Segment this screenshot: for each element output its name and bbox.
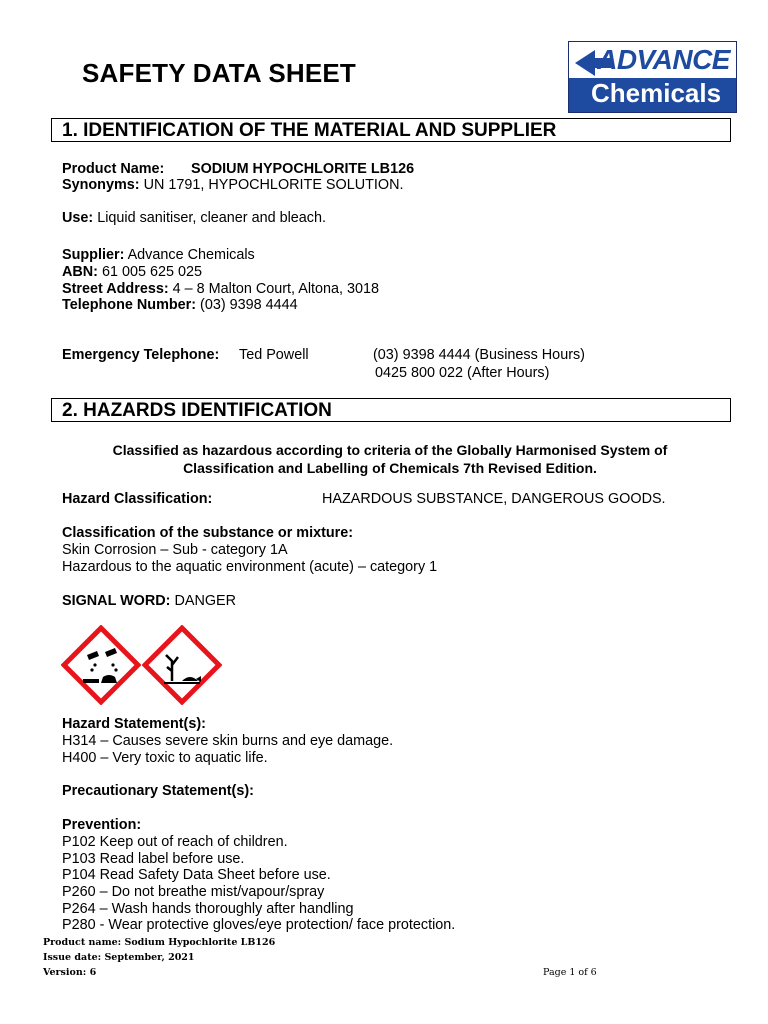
prevention-item: P102 Keep out of reach of children. xyxy=(62,834,288,850)
classification-item: Skin Corrosion – Sub - category 1A xyxy=(62,542,288,558)
abn-row xyxy=(62,264,202,281)
signal-word-value: DANGER xyxy=(170,593,237,609)
use-row xyxy=(62,210,326,227)
supplier-label: Supplier: xyxy=(62,247,125,263)
synonyms-label: Synonyms: xyxy=(62,177,140,193)
signal-word-label: SIGNAL WORD: xyxy=(62,593,171,609)
prevention-item: P280 - Wear protective gloves/eye protection/ face protection. xyxy=(62,917,456,933)
product-name-row xyxy=(62,161,164,178)
use-label: Use: xyxy=(62,210,94,226)
emergency-after-hours: 0425 800 022 (After Hours) xyxy=(375,365,550,381)
section-1-heading: 1. IDENTIFICATION OF THE MATERIAL AND SUPPLIER xyxy=(62,120,557,141)
footer-page-number: Page 1 of 6 xyxy=(543,967,597,978)
telephone-row xyxy=(62,297,298,314)
prevention-item: P103 Read label before use. xyxy=(62,851,245,867)
supplier-row xyxy=(62,247,255,264)
telephone-label: Telephone Number: xyxy=(62,297,197,313)
corrosion-pictogram-icon xyxy=(61,625,141,705)
prevention-item: P264 – Wash hands thoroughly after handling xyxy=(62,901,354,917)
prevention-label: Prevention: xyxy=(62,817,142,833)
abn-label: ABN: xyxy=(62,264,98,280)
hazard-statement: H400 – Very toxic to aquatic life. xyxy=(62,750,268,766)
product-name-value: SODIUM HYPOCHLORITE LB126 xyxy=(191,161,415,177)
document-title: SAFETY DATA SHEET xyxy=(82,58,357,88)
section-1-heading-box xyxy=(51,118,731,142)
hazard-statement: H314 – Causes severe skin burns and eye damage. xyxy=(62,733,394,749)
street-address-value: 4 – 8 Malton Court, Altona, 3018 xyxy=(168,281,380,297)
footer-version: Version: 6 xyxy=(43,967,97,978)
signal-word-row xyxy=(62,593,236,610)
advance-chemicals-logo xyxy=(568,41,737,113)
environment-pictogram-icon xyxy=(142,625,222,705)
emergency-contact: Ted Powell xyxy=(239,347,309,363)
synonyms-row xyxy=(62,177,403,194)
emergency-telephone-label: Emergency Telephone: xyxy=(62,347,220,363)
logo-chemicals-text: Chemicals xyxy=(591,78,722,108)
logo-advance-text: ADVANCE xyxy=(597,44,730,75)
product-name-label: Product Name: xyxy=(62,161,165,177)
street-address-row xyxy=(62,281,379,298)
classification-mixture-label: Classification of the substance or mixture: xyxy=(62,525,354,541)
telephone-value: (03) 9398 4444 xyxy=(196,297,298,313)
section-2-heading-box xyxy=(51,398,731,422)
footer-issue-date: Issue date: September, 2021 xyxy=(43,952,195,963)
classification-item: Hazardous to the aquatic environment (acute) – category 1 xyxy=(62,559,438,575)
classified-line-2: Classification and Labelling of Chemicals 7th Revised Edition. xyxy=(183,460,597,476)
section-2-heading: 2. HAZARDS IDENTIFICATION xyxy=(62,400,332,421)
footer-product-name: Product name: Sodium Hypochlorite LB126 xyxy=(43,937,276,948)
emergency-business-hours: (03) 9398 4444 (Business Hours) xyxy=(373,347,585,363)
synonyms-value: UN 1791, HYPOCHLORITE SOLUTION. xyxy=(139,177,404,193)
street-address-label: Street Address: xyxy=(62,281,169,297)
hazard-classification-value: HAZARDOUS SUBSTANCE, DANGEROUS GOODS. xyxy=(322,491,666,507)
classified-line-1: Classified as hazardous according to criteria of the Globally Harmonised System of xyxy=(112,442,668,458)
abn-value: 61 005 625 025 xyxy=(97,264,203,280)
supplier-value: Advance Chemicals xyxy=(124,247,255,263)
precautionary-statements-label: Precautionary Statement(s): xyxy=(62,783,254,799)
use-value: Liquid sanitiser, cleaner and bleach. xyxy=(93,210,327,226)
prevention-item: P104 Read Safety Data Sheet before use. xyxy=(62,867,331,883)
hazard-classification-label: Hazard Classification: xyxy=(62,491,213,507)
prevention-item: P260 – Do not breathe mist/vapour/spray xyxy=(62,884,325,900)
hazard-statements-label: Hazard Statement(s): xyxy=(62,716,206,732)
